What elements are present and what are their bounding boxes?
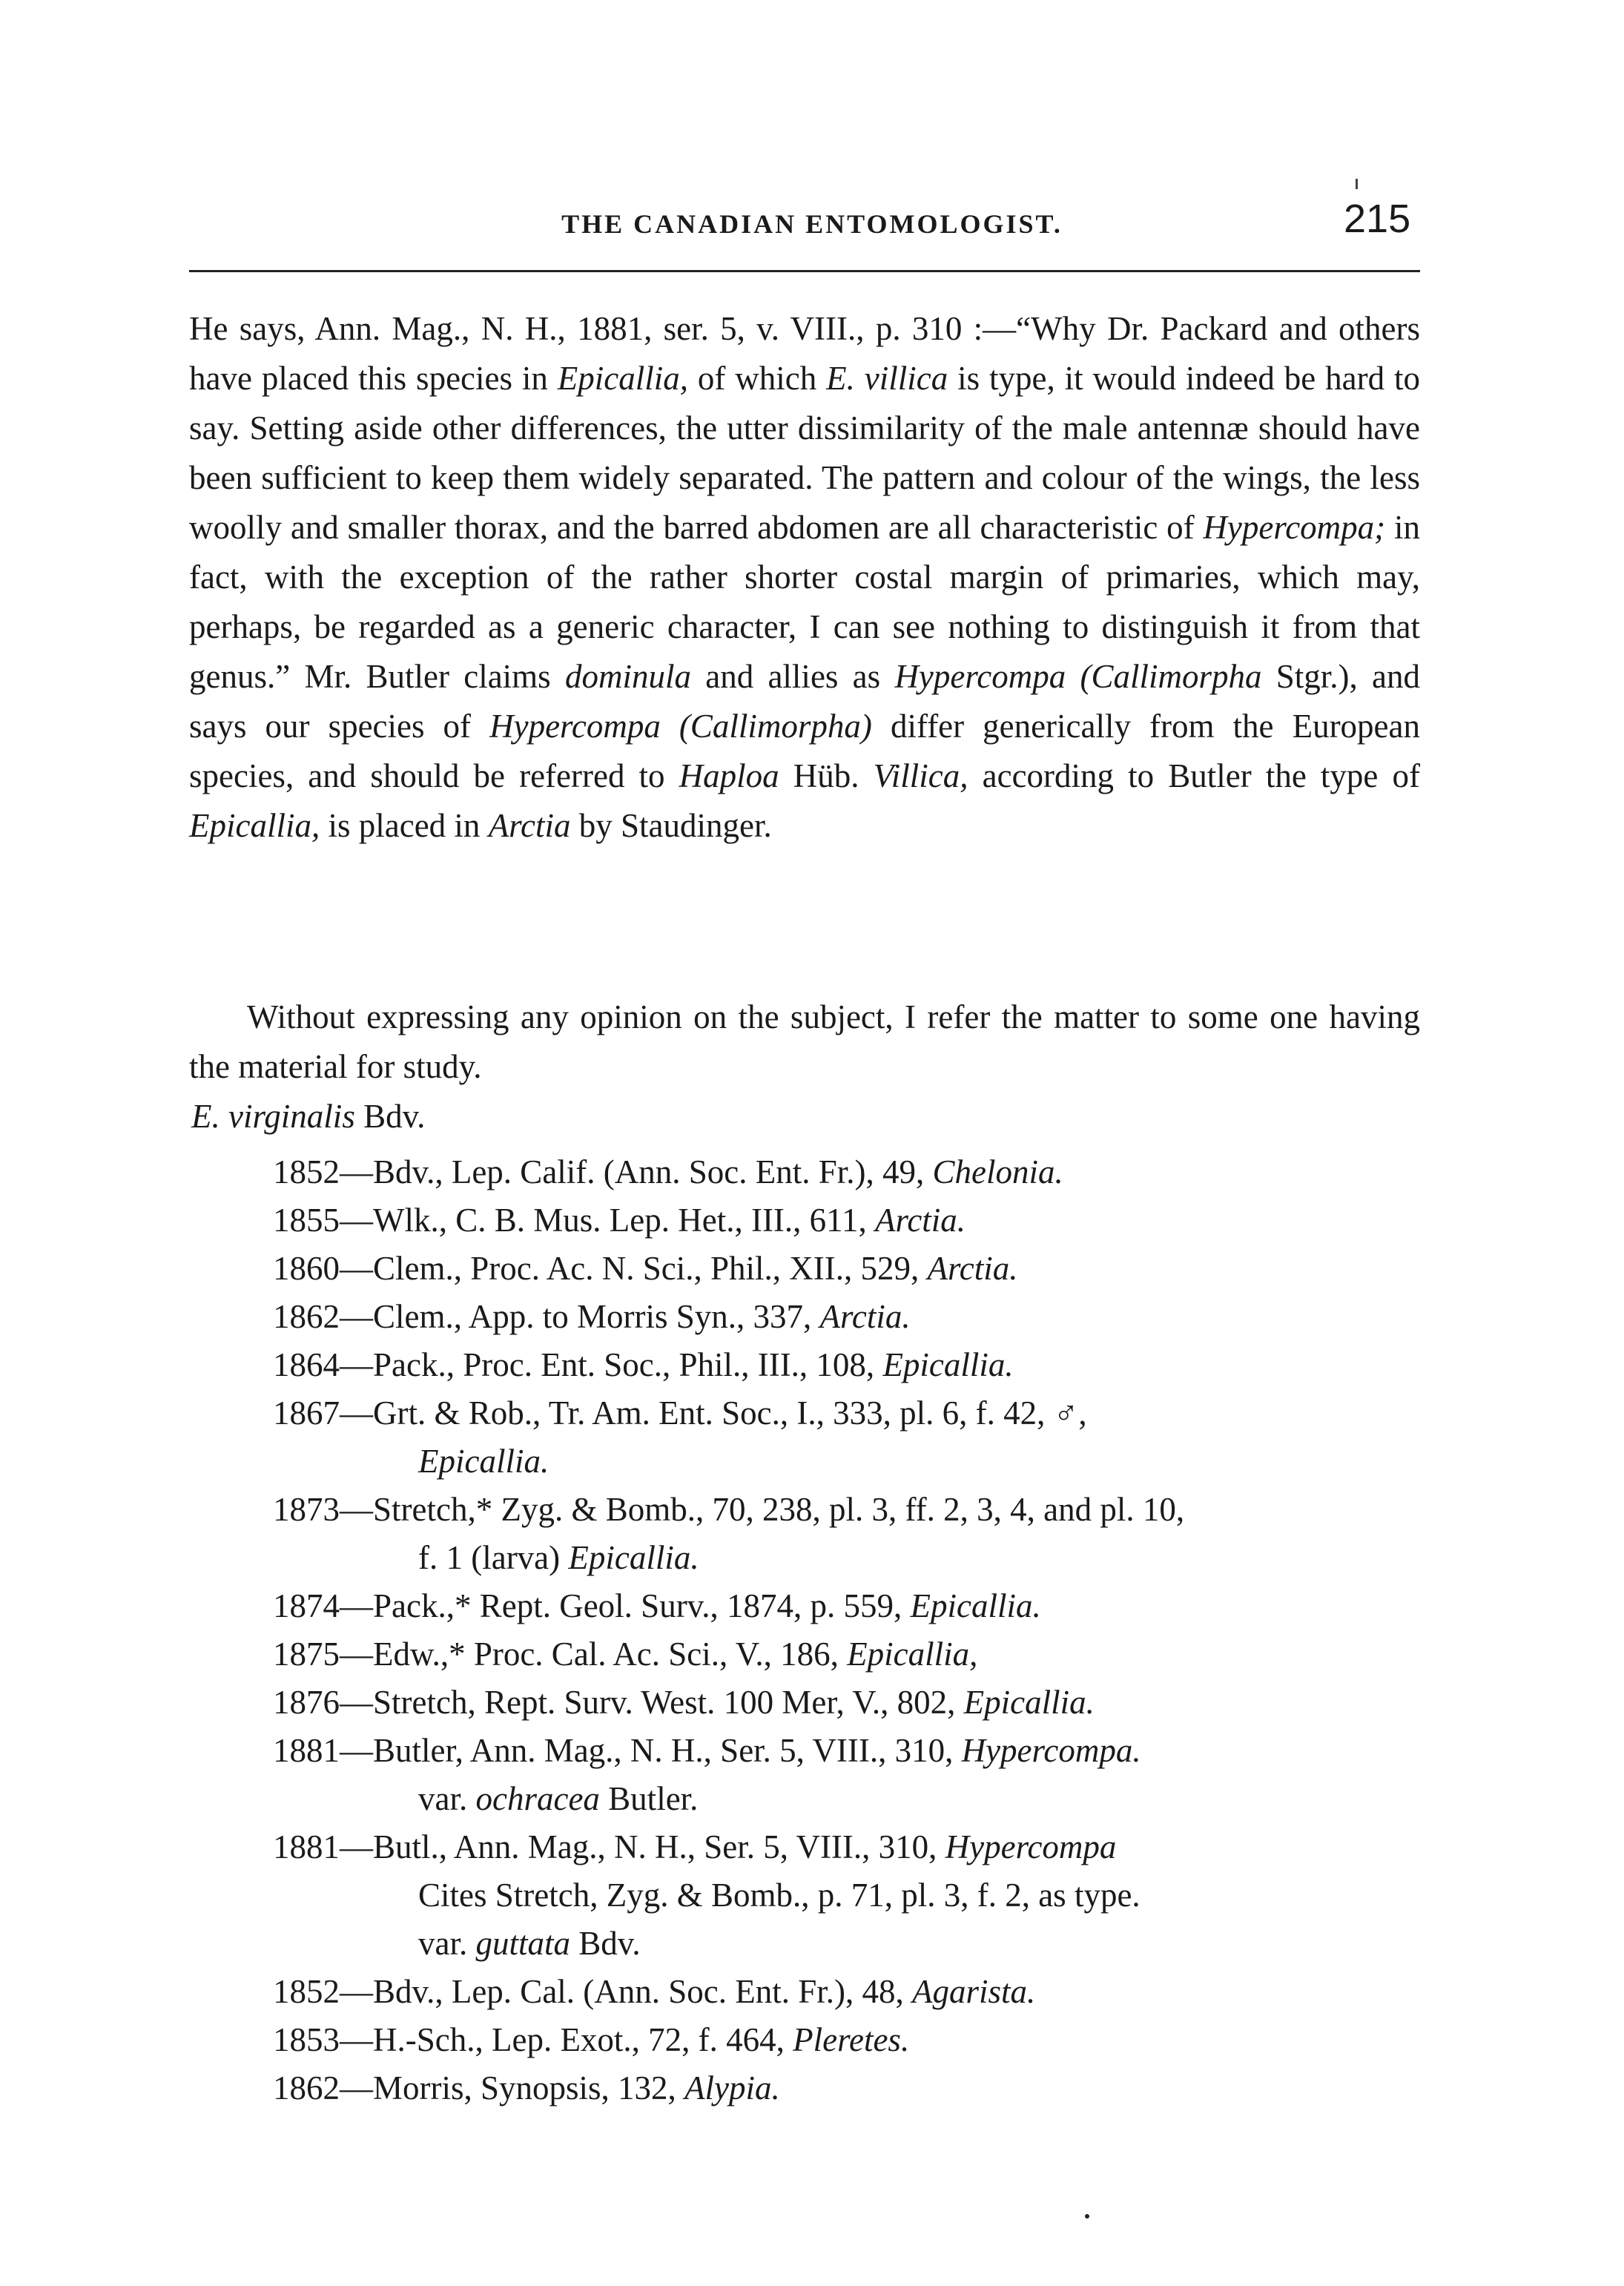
bib-entry: 1864—Pack., Proc. Ent. Soc., Phil., III., 108, Epicallia. (273, 1346, 1014, 1383)
bib-entry: 1852—Bdv., Lep. Calif. (Ann. Soc. Ent. Fr.), 49, Chelonia. (273, 1153, 1063, 1190)
bib-entry: 1881—Butl., Ann. Mag., N. H., Ser. 5, VIII., 310, Hypercompa Cites Stretch, Zyg. & Bomb., p. 71, pl. 3, f. 2, as type. (273, 1828, 1141, 1914)
bib-entry: 1855—Wlk., C. B. Mus. Lep. Het., III., 611, Arctia. (273, 1202, 966, 1239)
bib-entry: 1874—Pack.,* Rept. Geol. Surv., 1874, p. 559, Epicallia. (273, 1587, 1041, 1624)
page-number: 215 (1344, 197, 1411, 241)
bib-entry: 1867—Grt. & Rob., Tr. Am. Ent. Soc., I., 333, pl. 6, f. 42, ♂, Epicallia. (273, 1394, 1087, 1480)
bib-entry: 1873—Stretch,* Zyg. & Bomb., 70, 238, pl. 3, ff. 2, 3, 4, and pl. 10, f. 1 (larva) Epicallia. (273, 1491, 1185, 1576)
bib-entry: 1852—Bdv., Lep. Cal. (Ann. Soc. Ent. Fr.), 48, Agarista. (273, 1973, 1036, 2010)
running-head: THE CANADIAN ENTOMOLOGIST. (561, 209, 1063, 239)
variety-heading: var. guttata Bdv. (418, 1925, 641, 1962)
bibliography-list (273, 1148, 1430, 2112)
bib-entry: 1862—Clem., App. to Morris Syn., 337, Arctia. (273, 1298, 911, 1335)
body-paragraph: He says, Ann. Mag., N. H., 1881, ser. 5, v. VIII., p. 310 :—“Why Dr. Packard and others have placed this species in Epicallia, of which E. villica is type, it would indeed be hard to say. Setting aside other differences, the utter dissimilarity of the male antennæ should have been sufficient to keep them widely separated. The pattern and colour of the wings, the less woolly and smaller thorax, and the barred abdomen are all characteristic of Hypercompa; in fact, with the exception of the rather shorter costal margin of primaries, which may, perhaps, be regarded as a generic character, I can see nothing to distinguish it from that genus.” Mr. Butler claims dominula and allies as Hypercompa (Callimorpha Stgr.), and says our species of Hypercompa (Callimorpha) differ generically from the European species, and should be referred to Haploa Hüb. Villica, according to Butler the type of Epicallia, is placed in Arctia by Staudinger. (189, 310, 1420, 844)
header-rule (189, 270, 1420, 272)
bib-entry: 1881—Butler, Ann. Mag., N. H., Ser. 5, VIII., 310, Hypercompa. (273, 1732, 1141, 1769)
species-heading (191, 1092, 1422, 1142)
bib-entry: 1853—H.-Sch., Lep. Exot., 72, f. 464, Pleretes. (273, 2021, 910, 2058)
stray-ink-mark (1085, 2214, 1089, 2219)
bib-entry: 1876—Stretch, Rept. Surv. West. 100 Mer, V., 802, Epicallia. (273, 1684, 1095, 1721)
bib-entry: 1875—Edw.,* Proc. Cal. Ac. Sci., V., 186, Epicallia, (273, 1636, 978, 1673)
second-paragraph: Without expressing any opinion on the subject, I refer the matter to some one having the material for study. (189, 998, 1420, 1085)
bib-entry: 1862—Morris, Synopsis, 132, Alypia. (273, 2069, 780, 2107)
species-author: Bdv. (354, 1098, 426, 1135)
variety-heading: var. ochracea Butler. (418, 1780, 699, 1817)
species-name: E. virginalis (191, 1098, 355, 1135)
bib-entry: 1860—Clem., Proc. Ac. N. Sci., Phil., XII., 529, Arctia. (273, 1250, 1018, 1287)
margin-tick (1356, 179, 1358, 189)
